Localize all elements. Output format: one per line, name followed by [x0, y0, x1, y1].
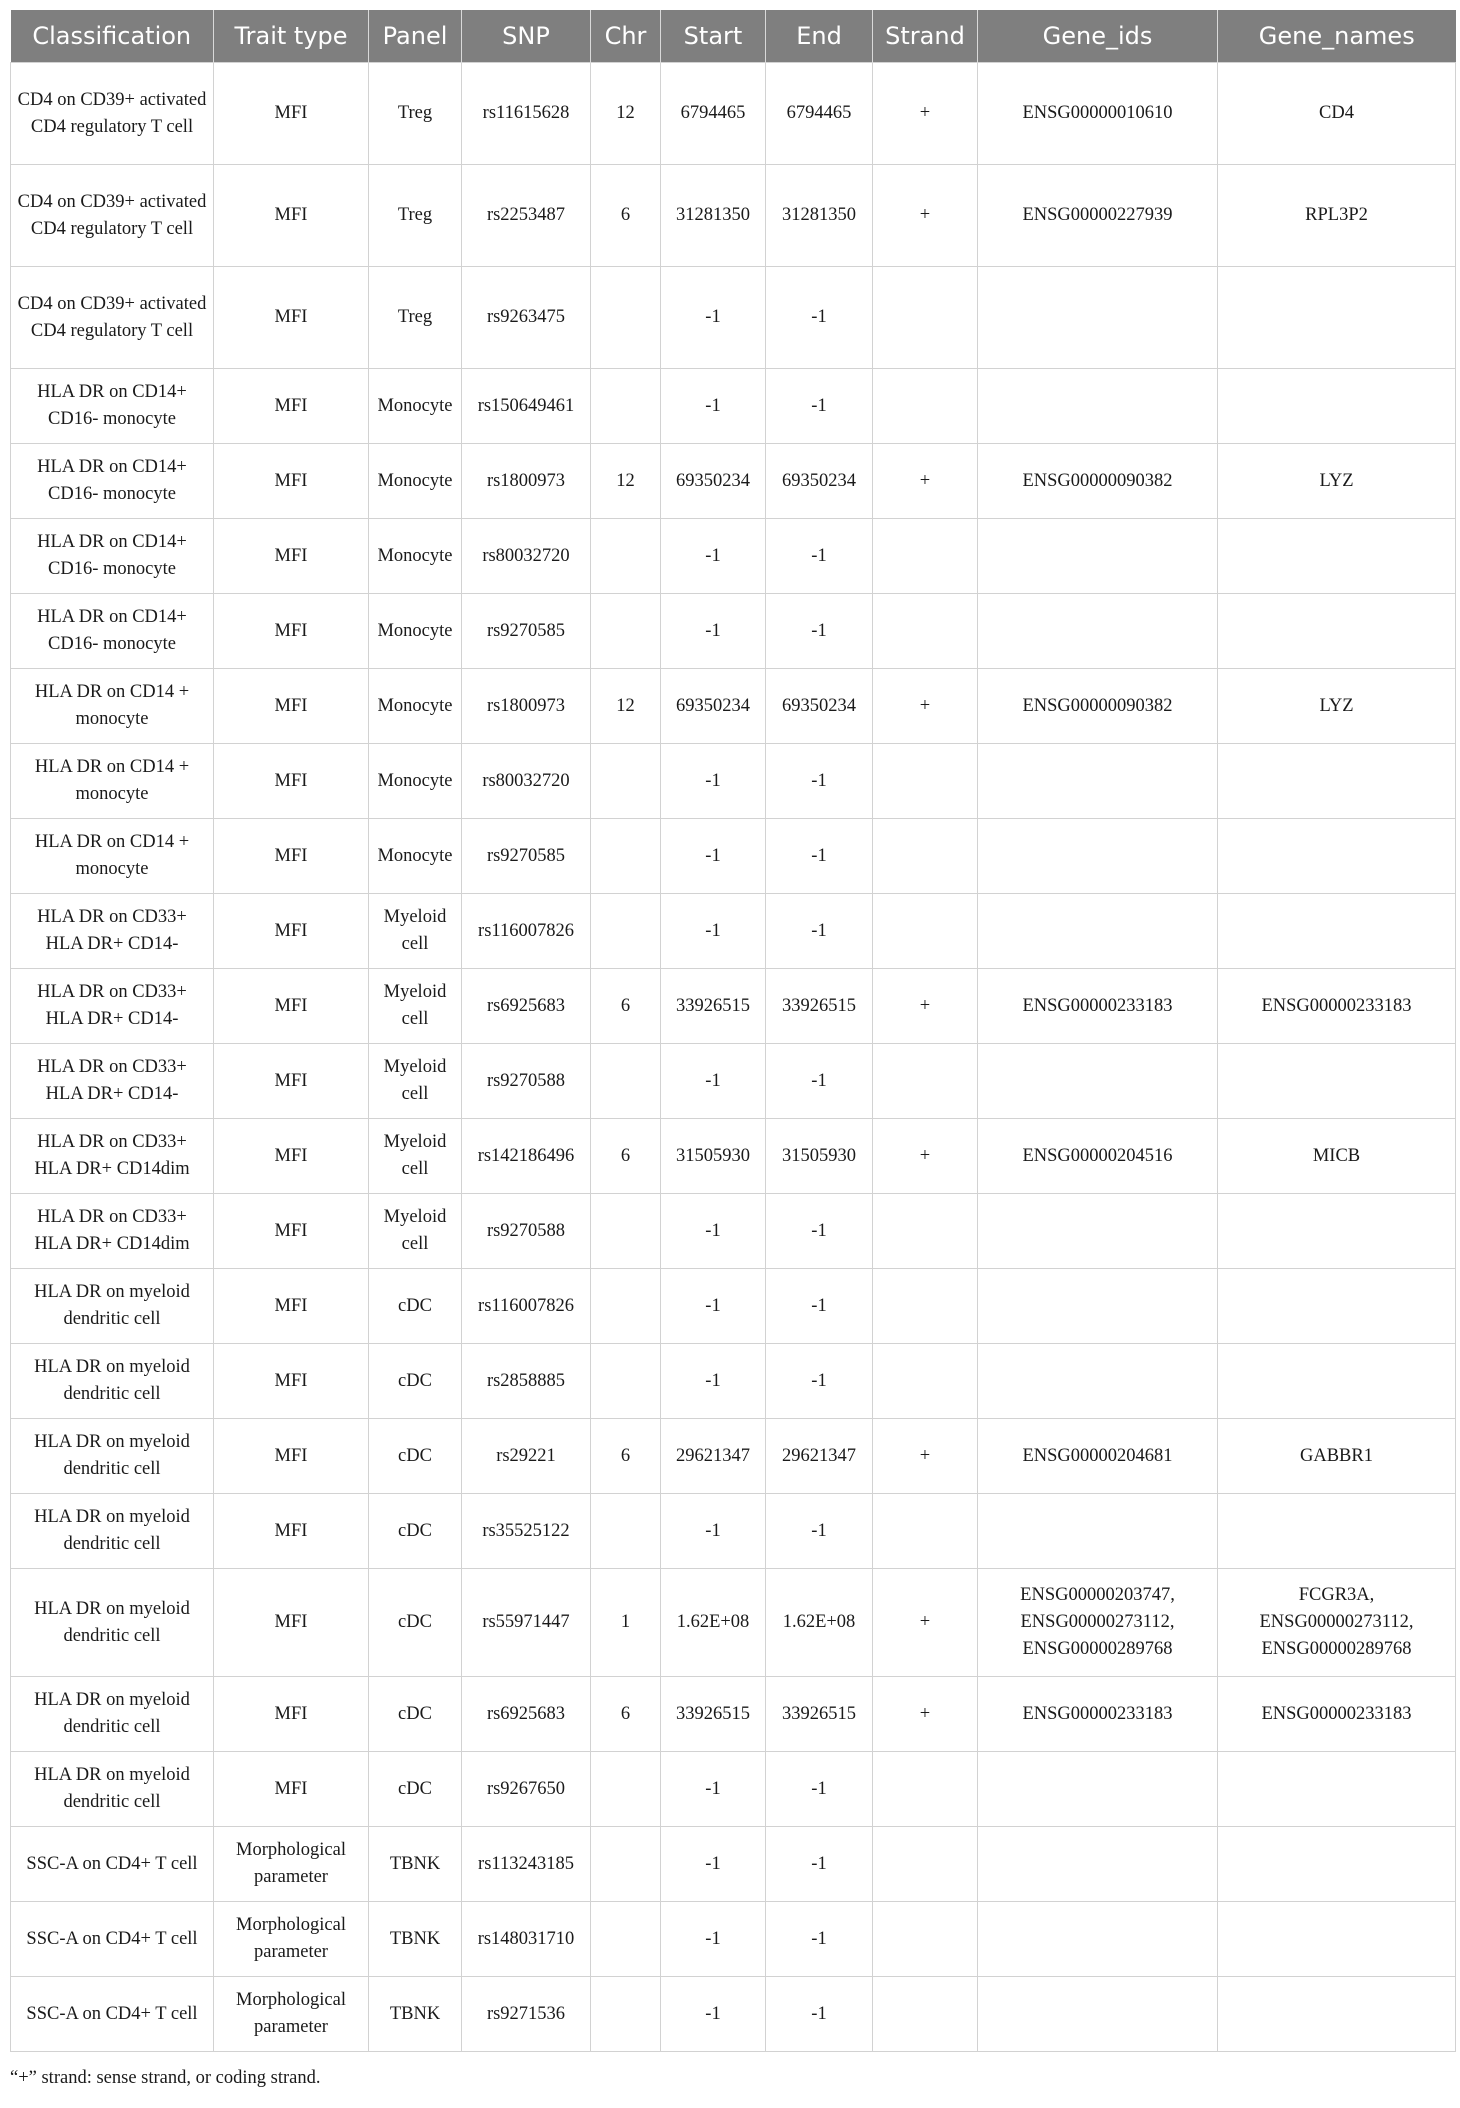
- chr-cell: [591, 594, 661, 669]
- gene-names-cell: [1218, 1194, 1456, 1269]
- trait-type-cell: MFI: [214, 1269, 369, 1344]
- chr-cell: 12: [591, 444, 661, 519]
- snp-cell: rs29221: [462, 1419, 591, 1494]
- classification-cell: HLA DR on CD33+ HLA DR+ CD14-: [11, 969, 214, 1044]
- chr-cell: 6: [591, 1119, 661, 1194]
- classification-cell: HLA DR on CD14 + monocyte: [11, 819, 214, 894]
- panel-cell: Myeloid cell: [369, 1194, 462, 1269]
- gene-ids-cell: [978, 744, 1218, 819]
- table-body: [11, 63, 1456, 2052]
- classification-cell: HLA DR on myeloid dendritic cell: [11, 1344, 214, 1419]
- chr-cell: [591, 1494, 661, 1569]
- gene-ids-cell: ENSG00000233183: [978, 969, 1218, 1044]
- start-cell: 31505930: [661, 1119, 766, 1194]
- chr-cell: [591, 819, 661, 894]
- classification-cell: HLA DR on CD14+ CD16- monocyte: [11, 594, 214, 669]
- strand-cell: [873, 519, 978, 594]
- end-cell: -1: [766, 1044, 873, 1119]
- chr-cell: 6: [591, 1419, 661, 1494]
- end-cell: -1: [766, 594, 873, 669]
- classification-cell: HLA DR on CD14+ CD16- monocyte: [11, 369, 214, 444]
- end-cell: -1: [766, 1344, 873, 1419]
- gene-ids-cell: ENSG00000233183: [978, 1677, 1218, 1752]
- strand-cell: [873, 369, 978, 444]
- gene-names-cell: [1218, 1977, 1456, 2052]
- strand-cell: +: [873, 1419, 978, 1494]
- panel-cell: Monocyte: [369, 819, 462, 894]
- start-cell: 29621347: [661, 1419, 766, 1494]
- panel-cell: Monocyte: [369, 369, 462, 444]
- table-header: [11, 10, 1456, 63]
- snp-cell: rs150649461: [462, 369, 591, 444]
- column-header: Gene_names: [1218, 10, 1456, 63]
- gene-names-cell: [1218, 1044, 1456, 1119]
- snp-cell: rs9270585: [462, 594, 591, 669]
- panel-cell: Myeloid cell: [369, 894, 462, 969]
- trait-type-cell: MFI: [214, 1569, 369, 1677]
- start-cell: 69350234: [661, 669, 766, 744]
- table-row: [11, 894, 1456, 969]
- end-cell: -1: [766, 369, 873, 444]
- strand-cell: +: [873, 444, 978, 519]
- table-row: [11, 594, 1456, 669]
- classification-cell: SSC-A on CD4+ T cell: [11, 1977, 214, 2052]
- gene-names-cell: ENSG00000233183: [1218, 969, 1456, 1044]
- panel-cell: Myeloid cell: [369, 1119, 462, 1194]
- gene-names-cell: RPL3P2: [1218, 165, 1456, 267]
- strand-cell: [873, 267, 978, 369]
- gene-names-cell: FCGR3A, ENSG00000273112, ENSG00000289768: [1218, 1569, 1456, 1677]
- table-row: [11, 1269, 1456, 1344]
- gene-names-cell: LYZ: [1218, 669, 1456, 744]
- classification-cell: CD4 on CD39+ activated CD4 regulatory T cell: [11, 63, 214, 165]
- start-cell: 1.62E+08: [661, 1569, 766, 1677]
- classification-cell: HLA DR on CD33+ HLA DR+ CD14dim: [11, 1194, 214, 1269]
- start-cell: 33926515: [661, 969, 766, 1044]
- classification-cell: HLA DR on CD14+ CD16- monocyte: [11, 444, 214, 519]
- snp-cell: rs116007826: [462, 894, 591, 969]
- chr-cell: [591, 1044, 661, 1119]
- start-cell: -1: [661, 1752, 766, 1827]
- gene-ids-cell: [978, 1977, 1218, 2052]
- gene-ids-cell: [978, 1269, 1218, 1344]
- classification-cell: HLA DR on myeloid dendritic cell: [11, 1677, 214, 1752]
- trait-type-cell: MFI: [214, 444, 369, 519]
- snp-cell: rs2858885: [462, 1344, 591, 1419]
- gene-names-cell: [1218, 1902, 1456, 1977]
- snp-cell: rs1800973: [462, 444, 591, 519]
- classification-cell: CD4 on CD39+ activated CD4 regulatory T cell: [11, 267, 214, 369]
- strand-cell: [873, 1269, 978, 1344]
- snp-cell: rs9270585: [462, 819, 591, 894]
- gene-names-cell: ENSG00000233183: [1218, 1677, 1456, 1752]
- classification-cell: HLA DR on CD33+ HLA DR+ CD14-: [11, 1044, 214, 1119]
- table-row: [11, 1344, 1456, 1419]
- table-row: [11, 369, 1456, 444]
- strand-cell: [873, 1902, 978, 1977]
- panel-cell: Monocyte: [369, 744, 462, 819]
- start-cell: 69350234: [661, 444, 766, 519]
- start-cell: -1: [661, 1977, 766, 2052]
- snp-cell: rs80032720: [462, 519, 591, 594]
- snp-cell: rs9270588: [462, 1044, 591, 1119]
- snp-cell: rs113243185: [462, 1827, 591, 1902]
- column-header: Classification: [11, 10, 214, 63]
- gene-ids-cell: [978, 894, 1218, 969]
- gene-names-cell: CD4: [1218, 63, 1456, 165]
- chr-cell: [591, 1344, 661, 1419]
- strand-cell: [873, 1977, 978, 2052]
- gene-ids-cell: ENSG00000090382: [978, 669, 1218, 744]
- gene-names-cell: [1218, 1827, 1456, 1902]
- trait-type-cell: MFI: [214, 519, 369, 594]
- gene-ids-cell: [978, 819, 1218, 894]
- table-row: [11, 1569, 1456, 1677]
- table-row: [11, 1419, 1456, 1494]
- column-header: Panel: [369, 10, 462, 63]
- table-row: [11, 1977, 1456, 2052]
- snp-gene-table: [10, 10, 1456, 2052]
- chr-cell: [591, 1194, 661, 1269]
- trait-type-cell: MFI: [214, 63, 369, 165]
- start-cell: -1: [661, 1494, 766, 1569]
- table-row: [11, 1044, 1456, 1119]
- strand-cell: [873, 1344, 978, 1419]
- table-row: [11, 744, 1456, 819]
- end-cell: -1: [766, 1827, 873, 1902]
- strand-cell: [873, 894, 978, 969]
- panel-cell: TBNK: [369, 1977, 462, 2052]
- snp-cell: rs55971447: [462, 1569, 591, 1677]
- column-header: Chr: [591, 10, 661, 63]
- end-cell: -1: [766, 519, 873, 594]
- trait-type-cell: Morphological parameter: [214, 1977, 369, 2052]
- end-cell: -1: [766, 1902, 873, 1977]
- start-cell: -1: [661, 594, 766, 669]
- end-cell: -1: [766, 1977, 873, 2052]
- gene-ids-cell: [978, 1194, 1218, 1269]
- chr-cell: 6: [591, 969, 661, 1044]
- gene-names-cell: [1218, 744, 1456, 819]
- chr-cell: [591, 1752, 661, 1827]
- panel-cell: Monocyte: [369, 519, 462, 594]
- trait-type-cell: MFI: [214, 594, 369, 669]
- start-cell: -1: [661, 819, 766, 894]
- panel-cell: Monocyte: [369, 669, 462, 744]
- table-row: [11, 1902, 1456, 1977]
- gene-names-cell: [1218, 1344, 1456, 1419]
- chr-cell: [591, 519, 661, 594]
- column-header: End: [766, 10, 873, 63]
- trait-type-cell: MFI: [214, 819, 369, 894]
- end-cell: -1: [766, 1269, 873, 1344]
- gene-ids-cell: ENSG00000204516: [978, 1119, 1218, 1194]
- classification-cell: HLA DR on myeloid dendritic cell: [11, 1752, 214, 1827]
- trait-type-cell: MFI: [214, 1344, 369, 1419]
- classification-cell: HLA DR on CD33+ HLA DR+ CD14-: [11, 894, 214, 969]
- classification-cell: HLA DR on myeloid dendritic cell: [11, 1494, 214, 1569]
- chr-cell: 6: [591, 165, 661, 267]
- column-header: SNP: [462, 10, 591, 63]
- trait-type-cell: MFI: [214, 1494, 369, 1569]
- strand-cell: [873, 1194, 978, 1269]
- end-cell: 31281350: [766, 165, 873, 267]
- end-cell: -1: [766, 744, 873, 819]
- table-row: [11, 63, 1456, 165]
- table-row: [11, 1194, 1456, 1269]
- end-cell: 29621347: [766, 1419, 873, 1494]
- trait-type-cell: MFI: [214, 669, 369, 744]
- classification-cell: HLA DR on myeloid dendritic cell: [11, 1269, 214, 1344]
- table-row: [11, 1677, 1456, 1752]
- snp-cell: rs6925683: [462, 1677, 591, 1752]
- table-row: [11, 444, 1456, 519]
- end-cell: 69350234: [766, 669, 873, 744]
- classification-cell: HLA DR on CD14+ CD16- monocyte: [11, 519, 214, 594]
- snp-cell: rs116007826: [462, 1269, 591, 1344]
- panel-cell: TBNK: [369, 1827, 462, 1902]
- gene-ids-cell: ENSG00000010610: [978, 63, 1218, 165]
- panel-cell: TBNK: [369, 1902, 462, 1977]
- strand-cell: +: [873, 1677, 978, 1752]
- start-cell: -1: [661, 267, 766, 369]
- panel-cell: cDC: [369, 1752, 462, 1827]
- snp-cell: rs142186496: [462, 1119, 591, 1194]
- gene-ids-cell: [978, 1044, 1218, 1119]
- column-header: Start: [661, 10, 766, 63]
- snp-cell: rs1800973: [462, 669, 591, 744]
- panel-cell: cDC: [369, 1269, 462, 1344]
- panel-cell: Treg: [369, 63, 462, 165]
- table-row: [11, 1119, 1456, 1194]
- start-cell: -1: [661, 1194, 766, 1269]
- classification-cell: HLA DR on CD14 + monocyte: [11, 744, 214, 819]
- chr-cell: [591, 369, 661, 444]
- gene-ids-cell: ENSG00000203747, ENSG00000273112, ENSG00000289768: [978, 1569, 1218, 1677]
- strand-cell: +: [873, 165, 978, 267]
- classification-cell: HLA DR on myeloid dendritic cell: [11, 1569, 214, 1677]
- snp-cell: rs2253487: [462, 165, 591, 267]
- table-row: [11, 969, 1456, 1044]
- gene-ids-cell: [978, 1902, 1218, 1977]
- table-row: [11, 165, 1456, 267]
- table-row: [11, 1827, 1456, 1902]
- strand-cell: [873, 1494, 978, 1569]
- column-header: Trait type: [214, 10, 369, 63]
- gene-ids-cell: [978, 369, 1218, 444]
- gene-ids-cell: [978, 519, 1218, 594]
- snp-cell: rs35525122: [462, 1494, 591, 1569]
- start-cell: -1: [661, 894, 766, 969]
- strand-cell: +: [873, 669, 978, 744]
- snp-cell: rs148031710: [462, 1902, 591, 1977]
- snp-cell: rs80032720: [462, 744, 591, 819]
- trait-type-cell: MFI: [214, 1119, 369, 1194]
- panel-cell: Treg: [369, 165, 462, 267]
- gene-names-cell: [1218, 1752, 1456, 1827]
- gene-names-cell: [1218, 894, 1456, 969]
- strand-cell: [873, 1752, 978, 1827]
- gene-names-cell: MICB: [1218, 1119, 1456, 1194]
- gene-names-cell: [1218, 267, 1456, 369]
- snp-cell: rs9271536: [462, 1977, 591, 2052]
- snp-cell: rs9263475: [462, 267, 591, 369]
- gene-names-cell: [1218, 369, 1456, 444]
- panel-cell: Monocyte: [369, 594, 462, 669]
- panel-cell: Treg: [369, 267, 462, 369]
- start-cell: -1: [661, 1902, 766, 1977]
- strand-cell: +: [873, 63, 978, 165]
- gene-names-cell: [1218, 819, 1456, 894]
- gene-ids-cell: [978, 267, 1218, 369]
- table-row: [11, 819, 1456, 894]
- trait-type-cell: MFI: [214, 1194, 369, 1269]
- chr-cell: [591, 1977, 661, 2052]
- trait-type-cell: Morphological parameter: [214, 1827, 369, 1902]
- table-row: [11, 267, 1456, 369]
- trait-type-cell: MFI: [214, 1752, 369, 1827]
- classification-cell: HLA DR on myeloid dendritic cell: [11, 1419, 214, 1494]
- table-footnote: “+” strand: sense strand, or coding strand.: [10, 2068, 321, 2088]
- start-cell: -1: [661, 1344, 766, 1419]
- end-cell: 31505930: [766, 1119, 873, 1194]
- end-cell: -1: [766, 819, 873, 894]
- end-cell: 33926515: [766, 1677, 873, 1752]
- strand-cell: +: [873, 1569, 978, 1677]
- gene-names-cell: [1218, 519, 1456, 594]
- gene-ids-cell: [978, 1494, 1218, 1569]
- trait-type-cell: MFI: [214, 1044, 369, 1119]
- end-cell: -1: [766, 1494, 873, 1569]
- start-cell: 33926515: [661, 1677, 766, 1752]
- panel-cell: cDC: [369, 1569, 462, 1677]
- chr-cell: [591, 1269, 661, 1344]
- trait-type-cell: MFI: [214, 165, 369, 267]
- gene-names-cell: GABBR1: [1218, 1419, 1456, 1494]
- panel-cell: Myeloid cell: [369, 1044, 462, 1119]
- column-header: Strand: [873, 10, 978, 63]
- gene-ids-cell: ENSG00000204681: [978, 1419, 1218, 1494]
- end-cell: 6794465: [766, 63, 873, 165]
- table-row: [11, 669, 1456, 744]
- classification-cell: SSC-A on CD4+ T cell: [11, 1902, 214, 1977]
- end-cell: -1: [766, 267, 873, 369]
- end-cell: 33926515: [766, 969, 873, 1044]
- trait-type-cell: MFI: [214, 1419, 369, 1494]
- strand-cell: [873, 1044, 978, 1119]
- chr-cell: [591, 744, 661, 819]
- gene-names-cell: LYZ: [1218, 444, 1456, 519]
- classification-cell: HLA DR on CD33+ HLA DR+ CD14dim: [11, 1119, 214, 1194]
- trait-type-cell: MFI: [214, 894, 369, 969]
- gene-names-cell: [1218, 1494, 1456, 1569]
- table-container: [10, 10, 1455, 2052]
- panel-cell: cDC: [369, 1677, 462, 1752]
- chr-cell: [591, 1827, 661, 1902]
- strand-cell: +: [873, 969, 978, 1044]
- start-cell: 6794465: [661, 63, 766, 165]
- chr-cell: 12: [591, 669, 661, 744]
- chr-cell: [591, 894, 661, 969]
- chr-cell: [591, 267, 661, 369]
- end-cell: -1: [766, 1194, 873, 1269]
- panel-cell: cDC: [369, 1419, 462, 1494]
- table-row: [11, 519, 1456, 594]
- start-cell: -1: [661, 1269, 766, 1344]
- end-cell: 1.62E+08: [766, 1569, 873, 1677]
- snp-cell: rs6925683: [462, 969, 591, 1044]
- start-cell: -1: [661, 1827, 766, 1902]
- chr-cell: 12: [591, 63, 661, 165]
- gene-ids-cell: [978, 1752, 1218, 1827]
- strand-cell: [873, 594, 978, 669]
- header-row: [11, 10, 1456, 63]
- panel-cell: Myeloid cell: [369, 969, 462, 1044]
- strand-cell: [873, 744, 978, 819]
- snp-cell: rs11615628: [462, 63, 591, 165]
- gene-names-cell: [1218, 1269, 1456, 1344]
- gene-names-cell: [1218, 594, 1456, 669]
- chr-cell: 6: [591, 1677, 661, 1752]
- table-row: [11, 1494, 1456, 1569]
- end-cell: -1: [766, 894, 873, 969]
- start-cell: -1: [661, 1044, 766, 1119]
- classification-cell: SSC-A on CD4+ T cell: [11, 1827, 214, 1902]
- trait-type-cell: MFI: [214, 369, 369, 444]
- gene-ids-cell: [978, 1344, 1218, 1419]
- chr-cell: [591, 1902, 661, 1977]
- panel-cell: Monocyte: [369, 444, 462, 519]
- gene-ids-cell: ENSG00000090382: [978, 444, 1218, 519]
- trait-type-cell: Morphological parameter: [214, 1902, 369, 1977]
- classification-cell: HLA DR on CD14 + monocyte: [11, 669, 214, 744]
- trait-type-cell: MFI: [214, 969, 369, 1044]
- start-cell: -1: [661, 519, 766, 594]
- gene-ids-cell: [978, 1827, 1218, 1902]
- snp-cell: rs9267650: [462, 1752, 591, 1827]
- panel-cell: cDC: [369, 1494, 462, 1569]
- trait-type-cell: MFI: [214, 744, 369, 819]
- panel-cell: cDC: [369, 1344, 462, 1419]
- end-cell: 69350234: [766, 444, 873, 519]
- end-cell: -1: [766, 1752, 873, 1827]
- start-cell: 31281350: [661, 165, 766, 267]
- trait-type-cell: MFI: [214, 267, 369, 369]
- gene-ids-cell: [978, 594, 1218, 669]
- classification-cell: CD4 on CD39+ activated CD4 regulatory T cell: [11, 165, 214, 267]
- column-header: Gene_ids: [978, 10, 1218, 63]
- trait-type-cell: MFI: [214, 1677, 369, 1752]
- strand-cell: +: [873, 1119, 978, 1194]
- strand-cell: [873, 819, 978, 894]
- start-cell: -1: [661, 744, 766, 819]
- snp-cell: rs9270588: [462, 1194, 591, 1269]
- strand-cell: [873, 1827, 978, 1902]
- chr-cell: 1: [591, 1569, 661, 1677]
- table-row: [11, 1752, 1456, 1827]
- gene-ids-cell: ENSG00000227939: [978, 165, 1218, 267]
- start-cell: -1: [661, 369, 766, 444]
